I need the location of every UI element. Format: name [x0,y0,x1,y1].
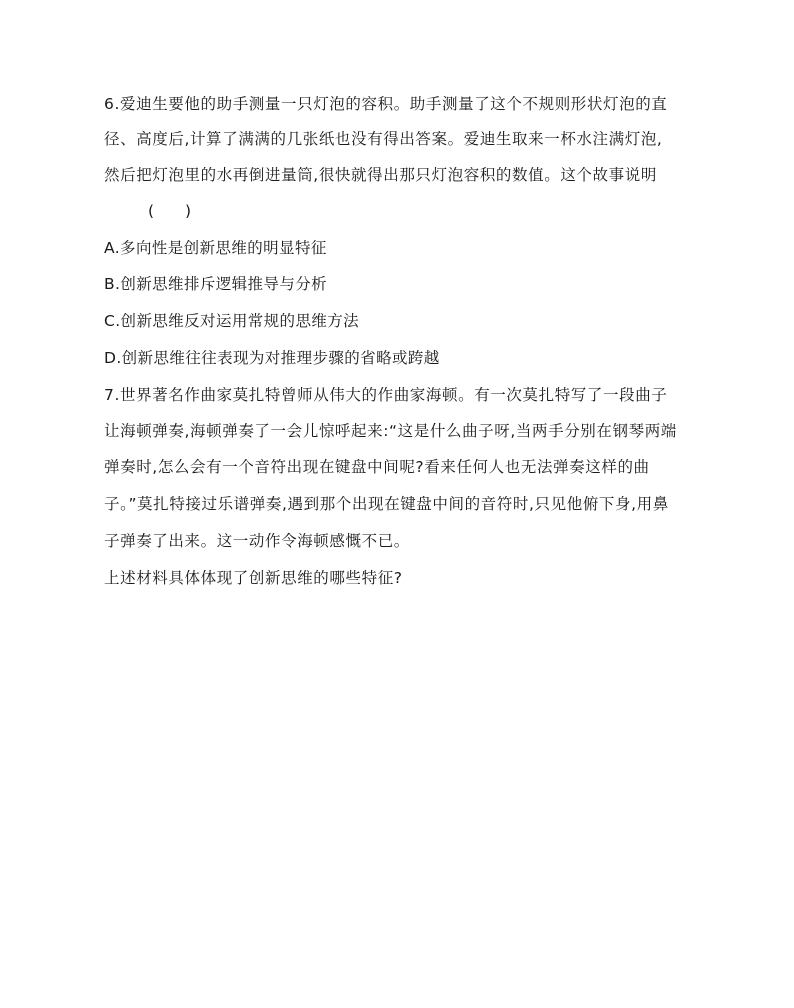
q6-option-d: D.创新思维往往表现为对推理步骤的省略或跨越 [104,349,440,367]
q6-option-a: A.多向性是创新思维的明显特征 [104,239,327,257]
q7-line-2: 让海顿弹奏,海顿弹奏了一会儿惊呼起来:“这是什么曲子呀,当两手分别在钢琴两端 [104,422,677,440]
q6-option-c: C.创新思维反对运用常规的思维方法 [104,312,360,330]
q6-line-3: 然后把灯泡里的水再倒进量筒,很快就得出那只灯泡容积的数值。这个故事说明 [104,166,657,184]
q7-line-5: 子弹奏了出来。这一动作令海顿感慨不已。 [104,532,410,550]
q6-answer-blank: ( ) [148,202,192,220]
q6-line-1: 6.爱迪生要他的助手测量一只灯泡的容积。助手测量了这个不规则形状灯泡的直 [104,95,668,113]
q7-line-3: 弹奏时,怎么会有一个音符出现在键盘中间呢?看来任何人也无法弹奏这样的曲 [104,458,650,476]
q6-option-b: B.创新思维排斥逻辑推导与分析 [104,275,328,293]
q7-line-4: 子。”莫扎特接过乐谱弹奏,遇到那个出现在键盘中间的音符时,只见他俯下身,用鼻 [104,495,669,513]
q7-line-1: 7.世界著名作曲家莫扎特曾师从伟大的作曲家海顿。有一次莫扎特写了一段曲子 [104,386,668,404]
q6-line-2: 径、高度后,计算了满满的几张纸也没有得出答案。爱迪生取来一杯水注满灯泡, [104,130,663,148]
q7-prompt: 上述材料具体体现了创新思维的哪些特征? [104,569,403,587]
